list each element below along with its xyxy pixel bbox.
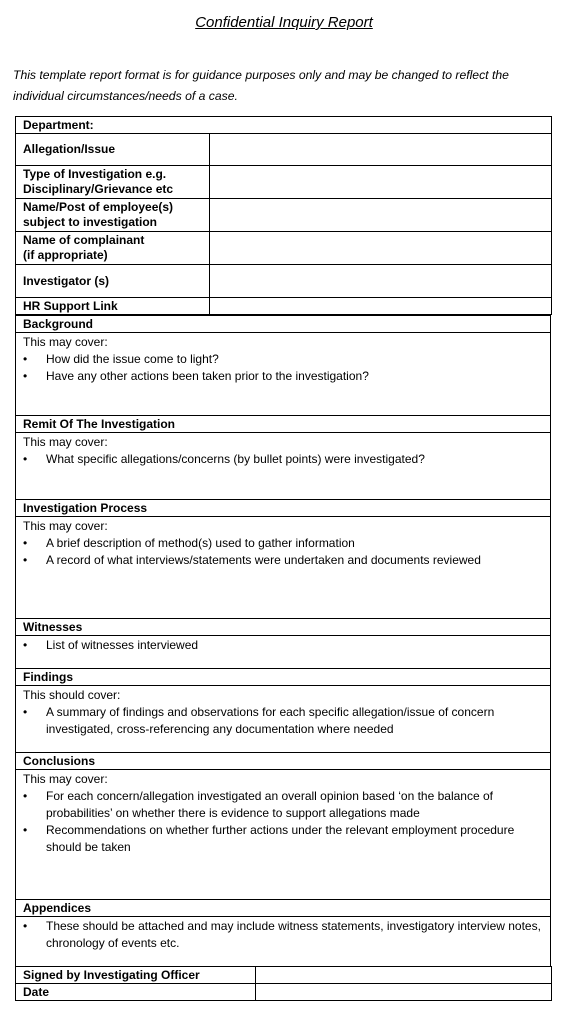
background-intro: This may cover:	[23, 335, 108, 349]
signature-field[interactable]	[256, 967, 552, 984]
conclusions-section	[15, 752, 551, 900]
process-intro: This may cover:	[23, 519, 108, 533]
employee-label: Name/Post of employee(s) subject to investigation	[16, 199, 210, 232]
complainant-label: Name of complainant (if appropriate)	[16, 232, 210, 265]
appendices-heading: Appendices	[16, 900, 550, 917]
list-item: • These should be attached and may include witness statements, investigatory interview notes, chronology of events etc.	[23, 918, 542, 952]
process-heading: Investigation Process	[16, 500, 550, 517]
background-section	[15, 315, 551, 416]
remit-intro: This may cover:	[23, 435, 108, 449]
intro-text: This template report format is for guidance purposes only and may be changed to reflect the individual circumstances/needs of a case.	[13, 68, 509, 103]
background-heading: Background	[16, 316, 550, 333]
remit-section	[15, 415, 551, 500]
list-item: • For each concern/allegation investigated an overall opinion based ‘on the balance of probabilities’ on whether there is evidence to support allegations made	[23, 788, 542, 822]
hr-support-label: HR Support Link	[16, 298, 210, 315]
list-item: • What specific allegations/concerns (by bullet points) were investigated?	[23, 451, 542, 468]
list-item: • Have any other actions been taken prior to the investigation?	[23, 368, 542, 385]
list-item: • List of witnesses interviewed	[23, 637, 542, 654]
conclusions-intro: This may cover:	[23, 772, 108, 786]
signoff-table	[15, 966, 552, 1001]
department-label: Department:	[16, 117, 552, 134]
document-title: Confidential Inquiry Report	[195, 14, 373, 31]
employee-value[interactable]	[210, 199, 552, 232]
investigation-type-value[interactable]	[210, 166, 552, 199]
allegation-value[interactable]	[210, 134, 552, 166]
list-item: • A record of what interviews/statements were undertaken and documents reviewed	[23, 552, 542, 569]
conclusions-heading: Conclusions	[16, 753, 550, 770]
complainant-value[interactable]	[210, 232, 552, 265]
investigator-label: Investigator (s)	[16, 265, 210, 298]
witnesses-section	[15, 618, 551, 669]
findings-intro: This should cover:	[23, 688, 121, 702]
findings-section	[15, 668, 551, 753]
date-field[interactable]	[256, 984, 552, 1001]
signed-label: Signed by Investigating Officer	[16, 967, 256, 984]
list-item: • Recommendations on whether further actions under the relevant employment procedure should be taken	[23, 822, 542, 856]
hr-support-value[interactable]	[210, 298, 552, 315]
process-section	[15, 499, 551, 619]
list-item: • How did the issue come to light?	[23, 351, 542, 368]
appendices-section	[15, 899, 551, 967]
list-item: • A summary of findings and observations for each specific allegation/issue of concern investigated, cross-referencing any documentation where needed	[23, 704, 542, 738]
findings-heading: Findings	[16, 669, 550, 686]
investigation-type-label: Type of Investigation e.g. Disciplinary/Grievance etc	[16, 166, 210, 199]
date-label: Date	[16, 984, 256, 1001]
allegation-label: Allegation/Issue	[16, 134, 210, 166]
witnesses-heading: Witnesses	[16, 619, 550, 636]
header-fields-table	[15, 116, 552, 315]
list-item: • A brief description of method(s) used to gather information	[23, 535, 542, 552]
investigator-value[interactable]	[210, 265, 552, 298]
remit-heading: Remit Of The Investigation	[16, 416, 550, 433]
